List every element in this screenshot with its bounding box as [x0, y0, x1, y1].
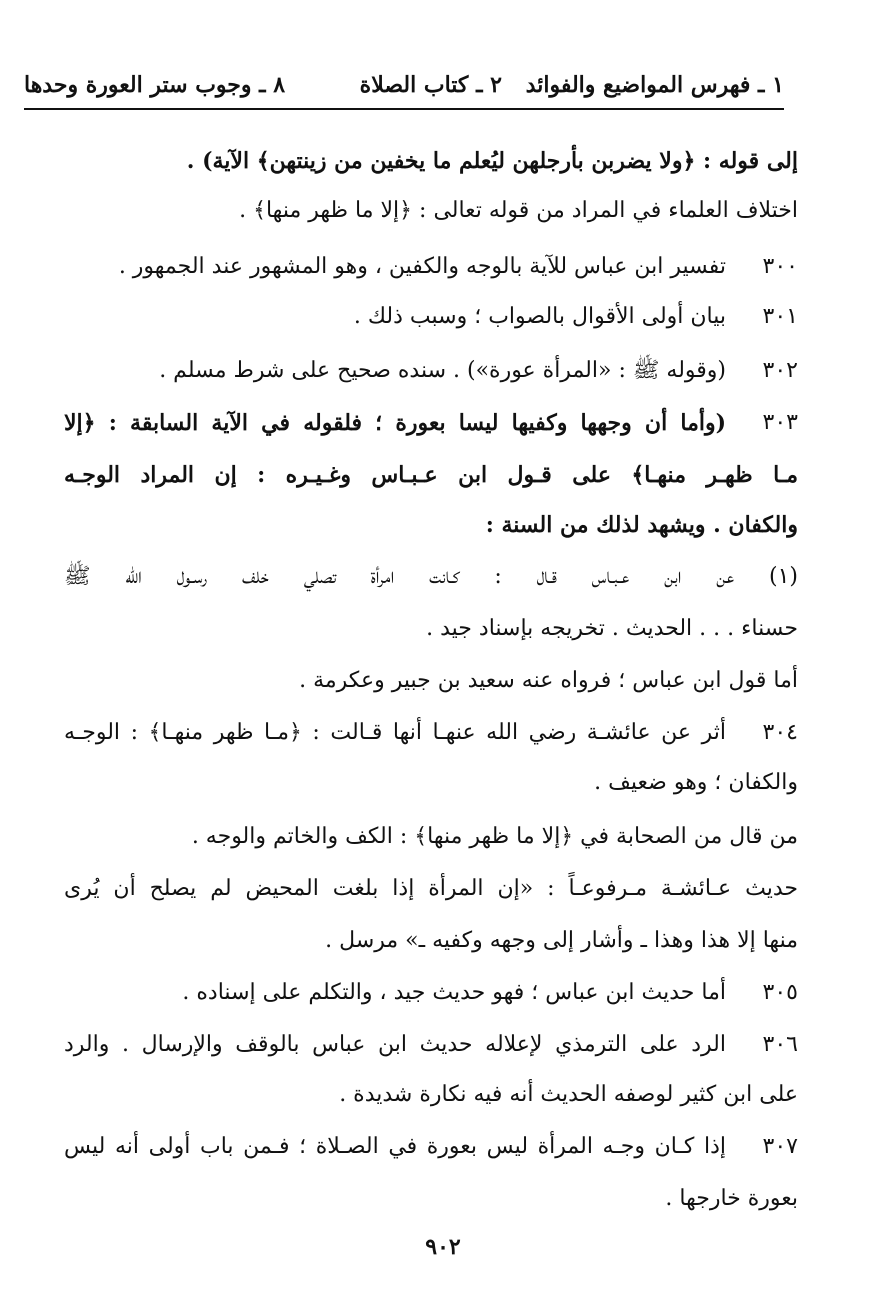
header-book-title: ٢ ـ كتاب الصلاة	[359, 72, 502, 98]
text-line: بيان أولى الأقوال بالصواب ؛ وسبب ذلك .	[353, 304, 726, 329]
text-line: أما حديث ابن عباس ؛ فهو حديث جيد ، والتكلم على إسناده .	[182, 980, 726, 1005]
page-number: ٩٠٢	[425, 1234, 461, 1260]
text-line: إذا كـان وجـه المرأة ليس بعورة في الصـلاة ؛ فـمن باب أولى أنه ليس	[64, 1134, 726, 1159]
text-line: (١) عن ابن عـبـاس قـال : كـانت امرأة تصلي خلف رسـول الله ﷺ	[64, 564, 798, 589]
entry-number: ٣٠٣	[762, 410, 798, 435]
entry-number: ٣٠٠	[762, 254, 798, 279]
entry-number: ٣٠٢	[762, 358, 798, 383]
text-line: بعورة خارجها .	[665, 1186, 798, 1211]
entry-number: ٣٠١	[762, 304, 798, 329]
entry-number: ٣٠٥	[762, 980, 798, 1005]
text-line: أما قول ابن عباس ؛ فرواه عنه سعيد بن جبير وعكرمة .	[299, 668, 798, 693]
text-line: إلى قوله : ﴿ولا يضربن بأرجلهن ليُعلم ما يخفين من زينتهن﴾ الآية) .	[186, 148, 798, 174]
running-header	[24, 64, 784, 110]
text-line: على ابن كثير لوصفه الحديث أنه فيه نكارة شديدة .	[339, 1082, 798, 1107]
header-index-title: ١ ـ فهرس المواضيع والفوائد	[525, 72, 784, 98]
text-line: مـا ظهـر منهـا﴾ على قـول ابن عـبـاس وغـيـره : إن المراد الوجـه	[64, 462, 798, 488]
text-line: والكفان ؛ وهو ضعيف .	[594, 770, 798, 795]
text-line: منها إلا هذا وهذا ـ وأشار إلى وجهه وكفيه ـ» مرسل .	[325, 928, 798, 953]
text-line: (وقوله ﷺ : «المرأة عورة») . سنده صحيح على شرط مسلم .	[159, 358, 726, 383]
entry-number: ٣٠٤	[762, 720, 798, 745]
text-line: أثر عن عائشـة رضي الله عنهـا أنها قـالت : ﴿مـا ظهر منهـا﴾ : الوجـه	[64, 720, 726, 745]
text-line: (وأما أن وجهها وكفيها ليسا بعورة ؛ فلقوله في الآية السابقة : ﴿إلا	[64, 410, 726, 436]
text-line: الرد على الترمذي لإعلاله حديث ابن عباس بالوقف والإرسال . والرد	[64, 1032, 726, 1057]
text-line: تفسير ابن عباس للآية بالوجه والكفين ، وهو المشهور عند الجمهور .	[118, 254, 726, 279]
text-line: والكفان . ويشهد لذلك من السنة :	[485, 512, 798, 538]
text-line: حديث عـائشـة مـرفوعـاً : «إن المرأة إذا بلغت المحيض لم يصلح أن يُرى	[64, 876, 798, 901]
text-line: من قال من الصحابة في ﴿إلا ما ظهر منها﴾ : الكف والخاتم والوجه .	[191, 824, 798, 849]
entry-number: ٣٠٦	[762, 1032, 798, 1057]
entry-number: ٣٠٧	[762, 1134, 798, 1159]
text-line: اختلاف العلماء في المراد من قوله تعالى : ﴿إلا ما ظهر منها﴾ .	[239, 198, 798, 223]
header-chapter-title: ٨ ـ وجوب ستر العورة وحدها	[24, 72, 286, 98]
text-line: حسناء . . . الحديث . تخريجه بإسناد جيد .	[426, 616, 798, 641]
